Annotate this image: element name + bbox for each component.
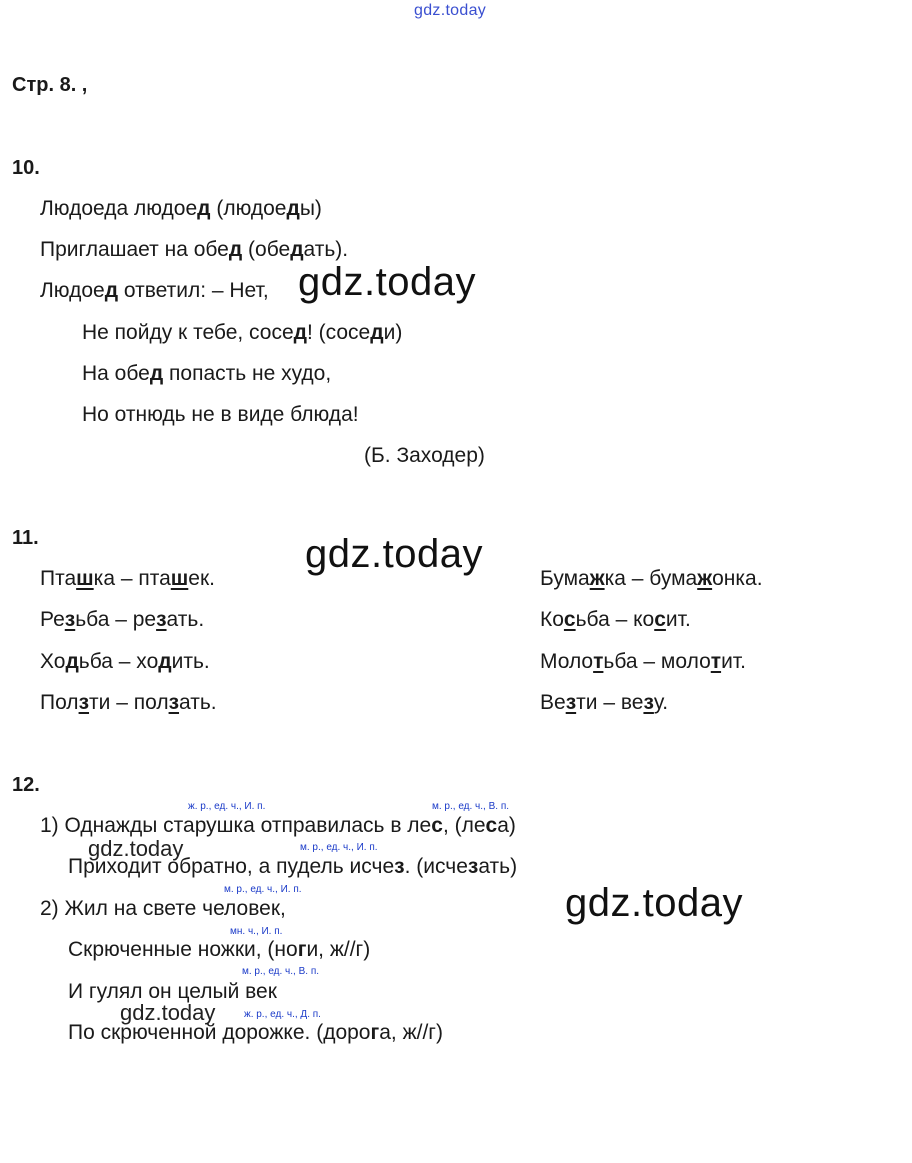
exercise-10-number: 10.	[12, 157, 40, 179]
watermark-3: gdz.today	[88, 836, 184, 861]
grammar-label: ж. р., ед. ч., Д. п.	[244, 1009, 321, 1020]
ex10-line-5: На обед попасть не худо,	[82, 362, 332, 385]
ex11-right-4: Везти – везу.	[540, 691, 669, 714]
ex12-line-5: И гулял он целый век	[68, 980, 277, 1003]
grammar-label: мн. ч., И. п.	[230, 926, 283, 937]
ex10-line-3: Людоед ответил: – Нет,	[40, 279, 269, 302]
ex12-line-6: По скрюченной дорожке. (дорога, ж//г)	[68, 1021, 443, 1044]
watermark-2: gdz.today	[305, 532, 483, 576]
watermark-1: gdz.today	[298, 260, 476, 304]
ex10-line-4: Не пойду к тебе, сосед! (соседи)	[82, 321, 403, 344]
ex11-left-2: Резьба – резать.	[40, 608, 205, 631]
ex12-line-3: 2) Жил на свете человек,	[40, 897, 286, 920]
watermark-top: gdz.today	[414, 2, 487, 19]
watermark-5: gdz.today	[120, 1000, 216, 1025]
ex10-line-6: Но отнюдь не в виде блюда!	[82, 403, 359, 426]
ex11-right-1: Бумажка – бумажонка.	[540, 567, 763, 590]
exercise-12-number: 12.	[12, 774, 40, 796]
watermark-4: gdz.today	[565, 881, 743, 925]
ex11-left-1: Пташка – пташек.	[40, 567, 215, 590]
exercise-11-number: 11.	[12, 527, 39, 549]
grammar-label: м. р., ед. ч., В. п.	[242, 966, 320, 977]
ex12-line-1: 1) Однажды старушка отправилась в лес, (леса)	[40, 814, 516, 837]
ex11-right-3: Молотьба – молотит.	[540, 650, 746, 673]
ex10-line-1: Людоеда людоед (людоеды)	[40, 197, 322, 220]
ex11-right-2: Косьба – косит.	[540, 608, 691, 631]
ex11-left-3: Ходьба – ходить.	[40, 650, 210, 673]
page-label: Стр. 8. ,	[12, 74, 88, 96]
grammar-label: м. р., ед. ч., В. п.	[432, 801, 510, 812]
ex12-line-2: Приходит обратно, а пудель исчез. (исчезать)	[68, 855, 518, 878]
grammar-label: ж. р., ед. ч., И. п.	[188, 801, 266, 812]
ex12-line-4: Скрюченные ножки, (ноги, ж//г)	[68, 938, 371, 961]
ex10-author: (Б. Заходер)	[364, 444, 485, 467]
grammar-label: м. р., ед. ч., И. п.	[224, 884, 302, 895]
grammar-label: м. р., ед. ч., И. п.	[300, 842, 378, 853]
ex10-line-2: Приглашает на обед (обедать).	[40, 238, 349, 261]
ex11-left-4: Ползти – ползать.	[40, 691, 217, 714]
